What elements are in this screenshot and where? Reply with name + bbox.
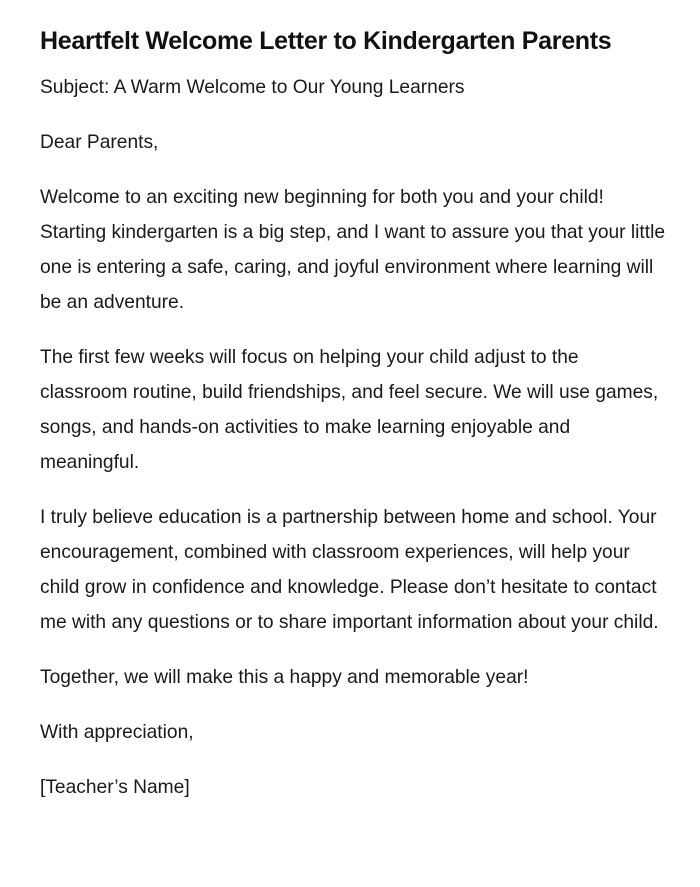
letter-signature: [Teacher’s Name] <box>40 777 190 798</box>
letter-title: Heartfelt Welcome Letter to Kindergarten Parents <box>40 27 612 55</box>
letter-paragraph-partnership: I truly believe education is a partnership between home and school. Your encouragement, combined with classroom experiences, will help your child grow in confidence and knowledge. Please don’t hesitate to contact me with any questions or to share important information about your child. <box>40 507 659 633</box>
letter-closing: With appreciation, <box>40 722 194 743</box>
letter-paragraph-first-weeks: The first few weeks will focus on helping your child adjust to the classroom routine, build friendships, and feel secure. We will use games, songs, and hands-on activities to make learning enjoyable and meaningful. <box>40 347 659 473</box>
letter-subject: Subject: A Warm Welcome to Our Young Learners <box>40 77 465 98</box>
letter-paragraph-welcome: Welcome to an exciting new beginning for both you and your child! Starting kindergarten is a big step, and I want to assure you that your little one is entering a safe, caring, and joyful environment where learning will be an adventure. <box>40 187 666 313</box>
letter-greeting: Dear Parents, <box>40 132 159 153</box>
letter-paragraph-together: Together, we will make this a happy and memorable year! <box>40 667 529 688</box>
letter-page <box>40 24 670 805</box>
